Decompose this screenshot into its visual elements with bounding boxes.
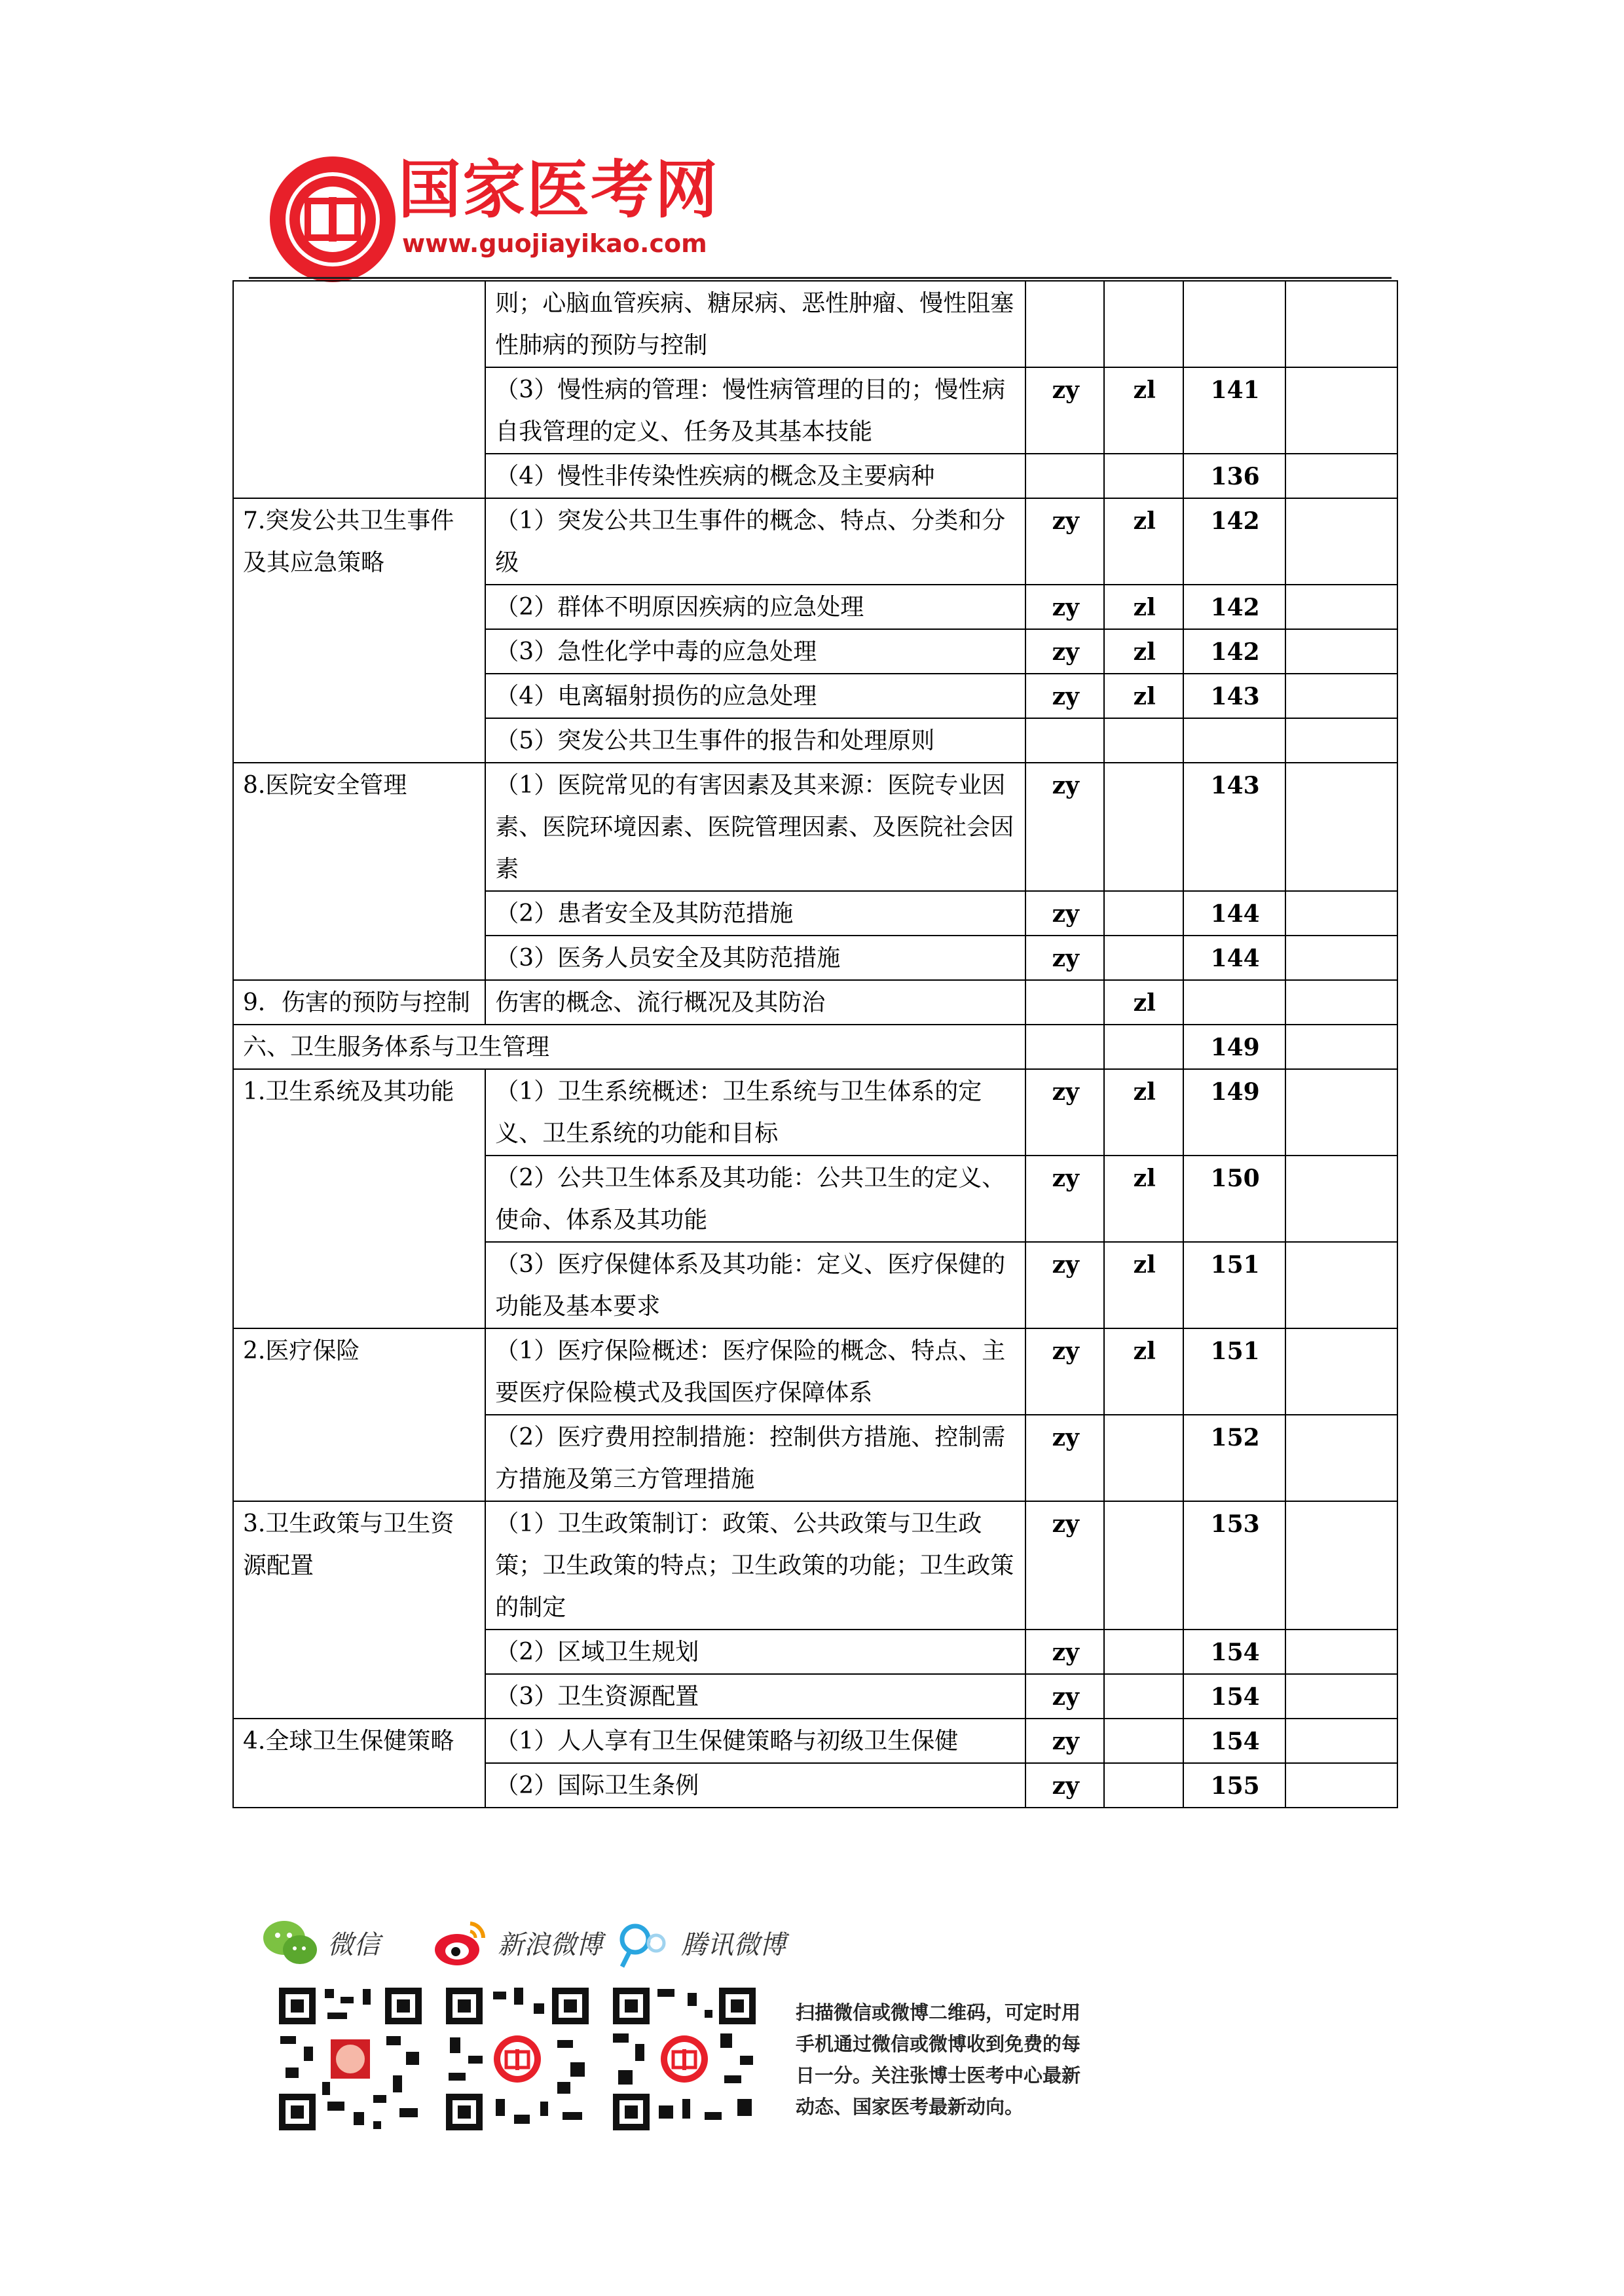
page-cell: 144 bbox=[1183, 936, 1286, 980]
table-row bbox=[233, 281, 1397, 367]
page-cell bbox=[1183, 980, 1286, 1025]
note-cell bbox=[1285, 1719, 1397, 1763]
zy-cell: zy bbox=[1025, 674, 1104, 718]
brand-title: 国家医考网 bbox=[398, 153, 719, 227]
note-cell bbox=[1285, 674, 1397, 718]
zy-cell bbox=[1025, 980, 1104, 1025]
zl-cell: zl bbox=[1104, 980, 1183, 1025]
zy-cell: zy bbox=[1025, 1763, 1104, 1808]
note-cell bbox=[1285, 1674, 1397, 1719]
zl-cell bbox=[1104, 763, 1183, 891]
zy-cell bbox=[1025, 281, 1104, 367]
note-cell bbox=[1285, 1630, 1397, 1674]
content-cell: （2）区域卫生规划 bbox=[485, 1630, 1025, 1674]
zl-cell bbox=[1104, 936, 1183, 980]
syllabus-table bbox=[232, 280, 1398, 1808]
note-cell bbox=[1285, 1156, 1397, 1242]
zl-cell: zl bbox=[1104, 367, 1183, 454]
page-cell: 149 bbox=[1183, 1025, 1286, 1069]
page-cell: 151 bbox=[1183, 1328, 1286, 1415]
topic-cell bbox=[233, 281, 485, 498]
zl-cell: zl bbox=[1104, 629, 1183, 674]
zl-cell bbox=[1104, 1674, 1183, 1719]
page-cell bbox=[1183, 281, 1286, 367]
topic-cell: 1.卫生系统及其功能 bbox=[233, 1069, 485, 1328]
topic-cell: 4.全球卫生保健策略 bbox=[233, 1719, 485, 1808]
zy-cell: zy bbox=[1025, 1630, 1104, 1674]
note-cell bbox=[1285, 891, 1397, 936]
topic-cell: 8.医院安全管理 bbox=[233, 763, 485, 980]
zy-cell: zy bbox=[1025, 1242, 1104, 1328]
tencent-weibo-label: 腾讯微博 bbox=[681, 1930, 786, 1960]
zl-cell: zl bbox=[1104, 1156, 1183, 1242]
zl-cell bbox=[1104, 281, 1183, 367]
page-cell: 149 bbox=[1183, 1069, 1286, 1156]
content-cell: （4）电离辐射损伤的应急处理 bbox=[485, 674, 1025, 718]
page-cell: 151 bbox=[1183, 1242, 1286, 1328]
weibo-qr-code-icon[interactable] bbox=[442, 1984, 593, 2134]
note-cell bbox=[1285, 1328, 1397, 1415]
header-divider bbox=[249, 277, 1392, 279]
topic-cell: 3.卫生政策与卫生资源配置 bbox=[233, 1501, 485, 1719]
page-cell bbox=[1183, 718, 1286, 763]
content-cell: （1）突发公共卫生事件的概念、特点、分类和分级 bbox=[485, 498, 1025, 585]
content-cell: （2）患者安全及其防范措施 bbox=[485, 891, 1025, 936]
zl-cell bbox=[1104, 1501, 1183, 1630]
wechat-link[interactable] bbox=[262, 1912, 380, 1974]
tencent-weibo-link[interactable] bbox=[616, 1912, 786, 1974]
zl-cell bbox=[1104, 891, 1183, 936]
table-row bbox=[233, 1069, 1397, 1156]
content-cell: 伤害的概念、流行概况及其防治 bbox=[485, 980, 1025, 1025]
page-cell: 143 bbox=[1183, 763, 1286, 891]
zl-cell bbox=[1104, 1719, 1183, 1763]
content-cell: （1）卫生政策制订：政策、公共政策与卫生政策；卫生政策的特点；卫生政策的功能；卫生政策的制定 bbox=[485, 1501, 1025, 1630]
table-row bbox=[233, 498, 1397, 585]
note-cell bbox=[1285, 1069, 1397, 1156]
weibo-link[interactable] bbox=[432, 1912, 602, 1974]
content-cell: （4）慢性非传染性疾病的概念及主要病种 bbox=[485, 454, 1025, 498]
section-heading: 六、卫生服务体系与卫生管理 bbox=[233, 1025, 1025, 1069]
page-cell: 142 bbox=[1183, 585, 1286, 629]
zy-cell bbox=[1025, 454, 1104, 498]
zy-cell: zy bbox=[1025, 498, 1104, 585]
zy-cell: zy bbox=[1025, 585, 1104, 629]
zl-cell: zl bbox=[1104, 1328, 1183, 1415]
scan-line: 日一分。关注张博士医考中心最新 bbox=[796, 2064, 1081, 2086]
content-cell: （1）卫生系统概述：卫生系统与卫生体系的定义、卫生系统的功能和目标 bbox=[485, 1069, 1025, 1156]
zy-cell bbox=[1025, 718, 1104, 763]
note-cell bbox=[1285, 1242, 1397, 1328]
content-cell: （2）群体不明原因疾病的应急处理 bbox=[485, 585, 1025, 629]
note-cell bbox=[1285, 1415, 1397, 1501]
scan-instructions bbox=[796, 1997, 1162, 2123]
content-cell: （5）突发公共卫生事件的报告和处理原则 bbox=[485, 718, 1025, 763]
zy-cell: zy bbox=[1025, 1069, 1104, 1156]
content-cell: （2）公共卫生体系及其功能：公共卫生的定义、使命、体系及其功能 bbox=[485, 1156, 1025, 1242]
content-cell: （1）人人享有卫生保健策略与初级卫生保健 bbox=[485, 1719, 1025, 1763]
zl-cell: zl bbox=[1104, 498, 1183, 585]
content-cell: （2）医疗费用控制措施：控制供方措施、控制需方措施及第三方管理措施 bbox=[485, 1415, 1025, 1501]
topic-cell: 9．伤害的预防与控制 bbox=[233, 980, 485, 1025]
zl-cell: zl bbox=[1104, 1242, 1183, 1328]
page-cell: 154 bbox=[1183, 1719, 1286, 1763]
zl-cell bbox=[1104, 718, 1183, 763]
tencent-weibo-icon bbox=[616, 1917, 672, 1969]
wechat-icon bbox=[262, 1917, 318, 1969]
content-cell: （3）卫生资源配置 bbox=[485, 1674, 1025, 1719]
zl-cell bbox=[1104, 1630, 1183, 1674]
zy-cell: zy bbox=[1025, 936, 1104, 980]
zy-cell: zy bbox=[1025, 891, 1104, 936]
note-cell bbox=[1285, 629, 1397, 674]
content-cell: （3）慢性病的管理：慢性病管理的目的；慢性病自我管理的定义、任务及其基本技能 bbox=[485, 367, 1025, 454]
scan-line: 动态、国家医考最新动向。 bbox=[796, 2096, 1024, 2118]
page-cell: 155 bbox=[1183, 1763, 1286, 1808]
zy-cell: zy bbox=[1025, 1328, 1104, 1415]
content-cell: （1）医疗保险概述：医疗保险的概念、特点、主要医疗保险模式及我国医疗保障体系 bbox=[485, 1328, 1025, 1415]
page-cell: 152 bbox=[1183, 1415, 1286, 1501]
note-cell bbox=[1285, 498, 1397, 585]
zy-cell: zy bbox=[1025, 629, 1104, 674]
page-cell: 141 bbox=[1183, 367, 1286, 454]
zy-cell: zy bbox=[1025, 1156, 1104, 1242]
site-logo[interactable] bbox=[267, 134, 719, 285]
scan-line: 手机通过微信或微博收到免费的每 bbox=[796, 2033, 1081, 2055]
scan-line: 扫描微信或微博二维码，可定时用 bbox=[796, 2001, 1081, 2024]
topic-cell: 2.医疗保险 bbox=[233, 1328, 485, 1501]
table-row bbox=[233, 763, 1397, 891]
zl-cell: zl bbox=[1104, 1069, 1183, 1156]
page-cell: 143 bbox=[1183, 674, 1286, 718]
zy-cell: zy bbox=[1025, 1501, 1104, 1630]
zl-cell bbox=[1104, 1763, 1183, 1808]
zl-cell: zl bbox=[1104, 585, 1183, 629]
note-cell bbox=[1285, 1501, 1397, 1630]
note-cell bbox=[1285, 281, 1397, 367]
note-cell bbox=[1285, 454, 1397, 498]
note-cell bbox=[1285, 980, 1397, 1025]
table-row bbox=[233, 1328, 1397, 1415]
zy-cell bbox=[1025, 1025, 1104, 1069]
content-cell: （3）医务人员安全及其防范措施 bbox=[485, 936, 1025, 980]
footer bbox=[262, 1912, 1179, 2147]
zl-cell bbox=[1104, 1415, 1183, 1501]
wechat-qr-code-icon[interactable] bbox=[275, 1984, 426, 2134]
page-cell: 154 bbox=[1183, 1674, 1286, 1719]
content-cell: （3）急性化学中毒的应急处理 bbox=[485, 629, 1025, 674]
zl-cell: zl bbox=[1104, 674, 1183, 718]
content-cell: 则；心脑血管疾病、糖尿病、恶性肿瘤、慢性阻塞性肺病的预防与控制 bbox=[485, 281, 1025, 367]
zy-cell: zy bbox=[1025, 367, 1104, 454]
seal-icon bbox=[267, 154, 398, 285]
note-cell bbox=[1285, 718, 1397, 763]
table-row bbox=[233, 980, 1397, 1025]
note-cell bbox=[1285, 1763, 1397, 1808]
zy-cell: zy bbox=[1025, 1674, 1104, 1719]
content-cell: （1）医院常见的有害因素及其来源：医院专业因素、医院环境因素、医院管理因素、及医院社会因素 bbox=[485, 763, 1025, 891]
section-row bbox=[233, 1025, 1397, 1069]
note-cell bbox=[1285, 936, 1397, 980]
zy-cell: zy bbox=[1025, 1415, 1104, 1501]
table-row bbox=[233, 1719, 1397, 1763]
wechat-label: 微信 bbox=[327, 1930, 380, 1960]
note-cell bbox=[1285, 367, 1397, 454]
page-cell: 136 bbox=[1183, 454, 1286, 498]
note-cell bbox=[1285, 1025, 1397, 1069]
weibo-icon bbox=[432, 1917, 489, 1969]
note-cell bbox=[1285, 763, 1397, 891]
table-row bbox=[233, 1501, 1397, 1630]
page-cell: 142 bbox=[1183, 498, 1286, 585]
topic-cell: 7.突发公共卫生事件及其应急策略 bbox=[233, 498, 485, 763]
content-cell: （2）国际卫生条例 bbox=[485, 1763, 1025, 1808]
weibo-label: 新浪微博 bbox=[498, 1930, 602, 1960]
content-cell: （3）医疗保健体系及其功能：定义、医疗保健的功能及基本要求 bbox=[485, 1242, 1025, 1328]
zy-cell: zy bbox=[1025, 763, 1104, 891]
page-cell: 154 bbox=[1183, 1630, 1286, 1674]
brand-url[interactable]: www.guojiayikao.com bbox=[402, 229, 707, 258]
page-cell: 142 bbox=[1183, 629, 1286, 674]
page-cell: 150 bbox=[1183, 1156, 1286, 1242]
note-cell bbox=[1285, 585, 1397, 629]
zl-cell bbox=[1104, 1025, 1183, 1069]
tencent-qr-code-icon[interactable] bbox=[609, 1984, 760, 2134]
page-cell: 153 bbox=[1183, 1501, 1286, 1630]
page-cell: 144 bbox=[1183, 891, 1286, 936]
zl-cell bbox=[1104, 454, 1183, 498]
zy-cell: zy bbox=[1025, 1719, 1104, 1763]
